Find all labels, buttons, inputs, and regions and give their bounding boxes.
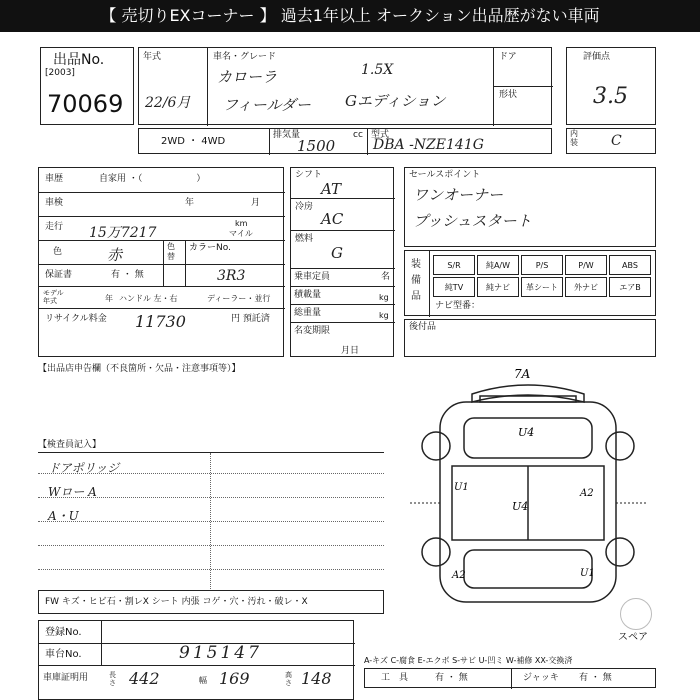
detail-table — [38, 167, 284, 357]
equipment-label: 装備品 — [411, 259, 421, 302]
ac-value: AC — [321, 210, 344, 228]
equipment-item: P/W — [565, 255, 607, 275]
lot-year-tag: [2003] — [45, 68, 75, 78]
name-change-unit: 月日 — [341, 346, 360, 356]
year-value: 22/6月 — [145, 95, 191, 111]
cert-width-value: 169 — [219, 669, 250, 688]
cert-width: 幅 — [199, 676, 207, 685]
recycle-unit: 円 預託済 — [231, 314, 270, 324]
load-unit: kg — [379, 293, 389, 302]
diagram-left-label: U1 — [454, 482, 469, 493]
color-code-label: カラーNo. — [189, 243, 231, 253]
mileage-label: 走行 — [45, 222, 64, 232]
inspector-area — [38, 452, 384, 588]
equipment-item: P/S — [521, 255, 563, 275]
recycle-label: リサイクル料金 — [45, 314, 107, 324]
sales-points-box — [404, 167, 656, 247]
fuel-value: G — [331, 244, 343, 262]
top-banner: 【 売切りEXコーナー 】 過去1年以上 オークション出品歴がない車両 — [0, 0, 700, 32]
ac-label: 冷房 — [295, 202, 314, 212]
door-label: ドア — [499, 52, 517, 62]
score-label: 評価点 — [583, 52, 611, 62]
interior-value: C — [611, 133, 622, 149]
vehicle-info-box — [138, 47, 552, 125]
name-change-label: 名変期限 — [294, 326, 331, 336]
color-code: 3R3 — [217, 268, 246, 284]
equipment-item: 外ナビ — [565, 277, 607, 297]
equipment-box — [404, 250, 656, 316]
chassis-value: 915147 — [179, 643, 262, 663]
color-change-label: 色替 — [167, 242, 175, 261]
tools-label: 工 具 — [381, 673, 409, 683]
shift-label: シフト — [295, 170, 323, 180]
sales-label: セールスポイント — [409, 170, 481, 180]
mileage-value: 15万7217 — [89, 225, 157, 241]
mileage-mile: マイル — [229, 229, 253, 238]
equipment-item: 純TV — [433, 277, 475, 297]
interior-label: 内装 — [570, 129, 578, 147]
displacement-label: 排気量 — [273, 130, 301, 140]
warranty-value: 有 ・ 無 — [111, 270, 144, 280]
equipment-item: 革シート — [521, 277, 563, 297]
weight-label: 総重量 — [294, 308, 322, 318]
model-edition: Gエディション — [345, 92, 446, 110]
mileage-km: km — [235, 219, 248, 228]
recycle-value: 11730 — [135, 312, 186, 331]
aftermarket-label: 後付品 — [409, 322, 437, 332]
chassis-label: 車台No. — [45, 649, 82, 660]
cert-length-value: 442 — [129, 669, 160, 688]
inspector-line-1: ドアポリッジ — [48, 461, 120, 475]
model-engine: 1.5X — [361, 62, 394, 78]
jack-label: ジャッキ — [523, 673, 559, 683]
reg-label: 登録No. — [45, 627, 82, 638]
cert-height-value: 148 — [301, 669, 332, 688]
model-year-label: モデル年式 — [43, 289, 64, 305]
capacity-label: 乗車定員 — [294, 272, 331, 282]
diagram-hood-label: U4 — [518, 426, 535, 439]
type-label: 型式 — [371, 130, 390, 140]
dealer-value: ディーラー・並行 — [207, 294, 271, 303]
diagram-top-label: 7A — [514, 367, 531, 381]
lot-label: 出品No. — [53, 52, 105, 68]
equipment-item: エアB — [609, 277, 651, 297]
displacement-value: 1500 — [297, 137, 336, 155]
drive-label: 2WD ・ 4WD — [161, 136, 226, 147]
displacement-unit: cc — [353, 130, 363, 140]
equipment-item: 純A/W — [477, 255, 519, 275]
lot-number: 70069 — [47, 90, 124, 118]
score-box — [566, 47, 656, 125]
inspector-header: 【検査員記入】 — [38, 440, 102, 450]
history-value: 自家用 ・（ ） — [99, 174, 206, 184]
shape-label: 形状 — [499, 90, 518, 100]
capacity-unit: 名 — [381, 272, 391, 282]
mid-spec-table — [290, 167, 394, 357]
color-value: 赤 — [107, 246, 123, 264]
navi-label: ナビ型番： — [435, 301, 481, 311]
sales-line1: ワンオーナー — [413, 186, 504, 204]
inspection-year: 年 — [185, 198, 195, 208]
load-label: 積載量 — [294, 290, 322, 300]
cert-label: 車庫証明用 — [43, 673, 89, 683]
diagram-rear-right-label: U1 — [580, 568, 595, 579]
damage-legend: A-キズ C-腐食 E-エクボ S-サビ U-凹ミ W-補修 XX-交換済 — [364, 656, 573, 665]
equipment-item: 純ナビ — [477, 277, 519, 297]
sales-line2: プッシュスタート — [413, 212, 532, 230]
inspector-line-2: Wロー A — [48, 485, 97, 499]
damage-row — [38, 590, 384, 614]
interior-box — [566, 128, 656, 154]
car-diagram — [410, 366, 646, 616]
model-year-year: 年 — [105, 294, 113, 303]
fuel-label: 燃料 — [295, 234, 314, 244]
year-label: 年式 — [143, 52, 162, 62]
inspector-line-3: A・U — [48, 509, 79, 523]
model-sub: フィールダー — [223, 96, 311, 114]
damage-row-text: FW キズ・ヒビ石・割レX シート 内張 コゲ・穴・汚れ・破レ・X — [45, 597, 308, 607]
spec-row — [138, 128, 552, 154]
warranty-label: 保証書 — [45, 270, 73, 280]
diagram-right-label: A2 — [580, 488, 594, 499]
handle-value: ハンドル 左・右 — [119, 294, 178, 303]
inspection-label: 車検 — [45, 198, 64, 208]
weight-unit: kg — [379, 311, 389, 320]
diagram-rear-left-label: A2 — [452, 570, 466, 581]
type-value: DBA -NZE141G — [373, 137, 484, 153]
score-value: 3.5 — [593, 84, 628, 109]
registration-box — [38, 620, 354, 700]
model-name: カローラ — [217, 68, 278, 86]
tools-row — [364, 668, 656, 688]
tools-value: 有 ・ 無 — [435, 673, 468, 683]
cert-length: 長さ — [109, 671, 116, 687]
model-label: 車名・グレード — [213, 52, 277, 62]
equipment-item: ABS — [609, 255, 651, 275]
aftermarket-box — [404, 319, 656, 357]
cert-height: 高さ — [285, 671, 292, 687]
diagram-roof-label: U4 — [512, 500, 529, 513]
jack-value: 有 ・ 無 — [579, 673, 612, 683]
lot-box — [40, 47, 134, 125]
spare-label: スペア — [618, 632, 648, 643]
inspection-month: 月 — [251, 198, 261, 208]
notes-header: 【出品店申告欄（不良箇所・欠品・注意事項等）】 — [38, 364, 241, 374]
shift-value: AT — [321, 180, 342, 198]
equipment-item: S/R — [433, 255, 475, 275]
history-label: 車歴 — [45, 174, 64, 184]
color-label: 色 — [53, 247, 63, 257]
